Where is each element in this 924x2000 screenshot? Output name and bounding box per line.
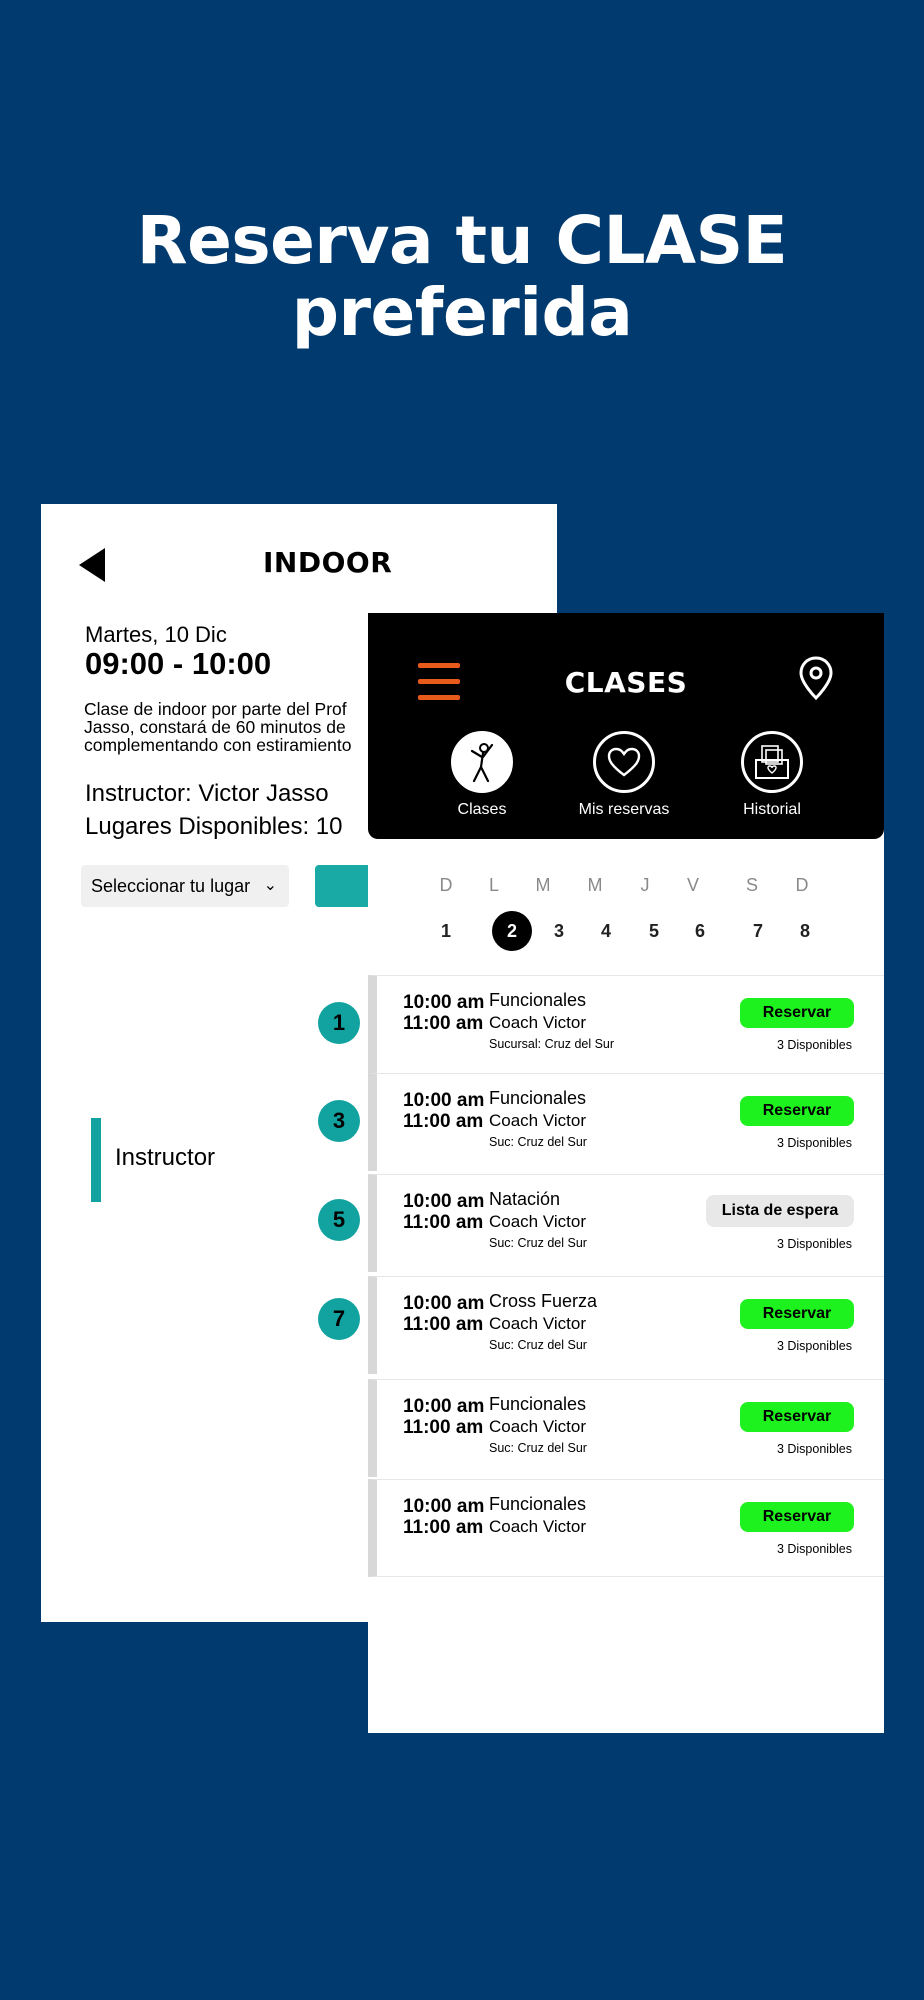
day-letter: D [439,875,453,895]
available-count: 3 Disponibles [776,1136,852,1150]
class-date: Martes, 10 Dic [85,622,227,647]
class-coach: Coach Victor [489,1314,587,1333]
class-row[interactable] [368,1479,884,1577]
class-times: 10:00 am 11:00 am [403,992,485,1034]
class-name: Natación [489,1189,561,1209]
headline [0,202,924,351]
class-row[interactable] [368,1073,884,1171]
class-branch: Suc: Cruz del Sur [489,1135,587,1149]
history-box-icon [741,731,803,793]
available-count: 3 Disponibles [776,1339,852,1353]
seat-button[interactable]: 7 [318,1298,360,1340]
day-letter: L [488,875,499,895]
headline-line-1: Reserva tu CLASE [136,202,788,279]
available-count: 3 Disponibles [776,1038,852,1052]
instructor-label: Instructor [115,1144,216,1171]
app-header [368,613,884,839]
nav-clases-label: Clases [457,801,507,818]
day-number[interactable]: 5 [648,921,659,941]
person-dance-icon [451,731,513,793]
class-branch: Suc: Cruz del Sur [489,1441,587,1455]
day-number[interactable]: 7 [752,921,763,941]
class-times: 10:00 am 11:00 am [403,1191,485,1233]
reservar-button[interactable]: Reservar [740,1502,854,1532]
day-letter: S [745,875,758,895]
waitlist-button[interactable]: Lista de espera [706,1195,854,1227]
seat-select-label: Seleccionar tu lugar [91,876,251,896]
nav-historial-label: Historial [743,801,801,818]
class-coach: Coach Victor [489,1212,587,1231]
nav-mis-reservas[interactable] [554,731,694,819]
day-letter: M [535,875,551,895]
class-coach: Coach Victor [489,1417,587,1436]
seat-button[interactable]: 5 [318,1199,360,1241]
page-title: INDOOR [263,546,393,579]
class-branch: Suc: Cruz del Sur [489,1236,587,1250]
available-count: 3 Disponibles [776,1542,852,1556]
day-number[interactable]: 6 [694,921,705,941]
day-letter: D [795,875,809,895]
class-name: Funcionales [489,1494,587,1514]
nav-clases[interactable] [412,731,552,819]
available-count: 3 Disponibles [776,1442,852,1456]
page-title: CLASES [564,666,688,699]
available-spots: Lugares Disponibles: 10 [85,813,343,840]
class-times: 10:00 am 11:00 am [403,1496,485,1538]
class-time: 09:00 - 10:00 [85,646,272,681]
class-name: Funcionales [489,1394,587,1414]
class-row[interactable] [368,975,884,1073]
seat-select[interactable] [81,865,289,907]
class-times: 10:00 am 11:00 am [403,1293,485,1335]
class-name: Funcionales [489,990,587,1010]
location-pin-icon[interactable] [798,655,834,701]
day-number-selected[interactable]: 2 [492,911,532,951]
available-count: 3 Disponibles [776,1237,852,1251]
back-arrow-icon[interactable] [79,548,105,582]
day-number[interactable]: 4 [600,921,611,941]
reservar-button[interactable]: Reservar [740,1299,854,1329]
class-coach: Coach Victor [489,1517,587,1536]
day-number[interactable]: 1 [440,921,451,941]
day-number[interactable]: 3 [553,921,564,941]
day-letter: M [587,875,603,895]
chevron-down-icon: ⌄ [263,877,277,894]
headline-line-2: preferida [291,274,633,351]
seat-button[interactable]: 1 [318,1002,360,1044]
reservar-button[interactable]: Reservar [740,1096,854,1126]
seat-button[interactable]: 3 [318,1100,360,1142]
day-letter: J [640,875,650,895]
class-name: Funcionales [489,1088,587,1108]
nav-historial[interactable] [702,731,842,819]
day-letter: V [686,875,699,895]
day-number[interactable]: 8 [799,921,810,941]
class-coach: Coach Victor [489,1111,587,1130]
instructor-marker [91,1118,101,1202]
instructor-name: Instructor: Victor Jasso [85,780,329,807]
week-day-picker [368,875,884,955]
class-branch: Sucursal: Cruz del Sur [489,1037,615,1051]
class-times: 10:00 am 11:00 am [403,1090,485,1132]
class-name: Cross Fuerza [489,1291,598,1311]
nav-mis-reservas-label: Mis reservas [578,801,670,818]
class-coach: Coach Victor [489,1013,587,1032]
class-branch: Suc: Cruz del Sur [489,1338,587,1352]
class-times: 10:00 am 11:00 am [403,1396,485,1438]
class-row[interactable] [368,1379,884,1477]
heart-icon [593,731,655,793]
class-row[interactable] [368,1174,884,1272]
clases-screen [368,613,884,1733]
class-row[interactable] [368,1276,884,1374]
class-description: Clase de indoor por parte del Prof Jasso, constará de 60 minutos de complementando con estiramiento [84,699,352,755]
reservar-button[interactable]: Reservar [740,998,854,1028]
reservar-button[interactable]: Reservar [740,1402,854,1432]
